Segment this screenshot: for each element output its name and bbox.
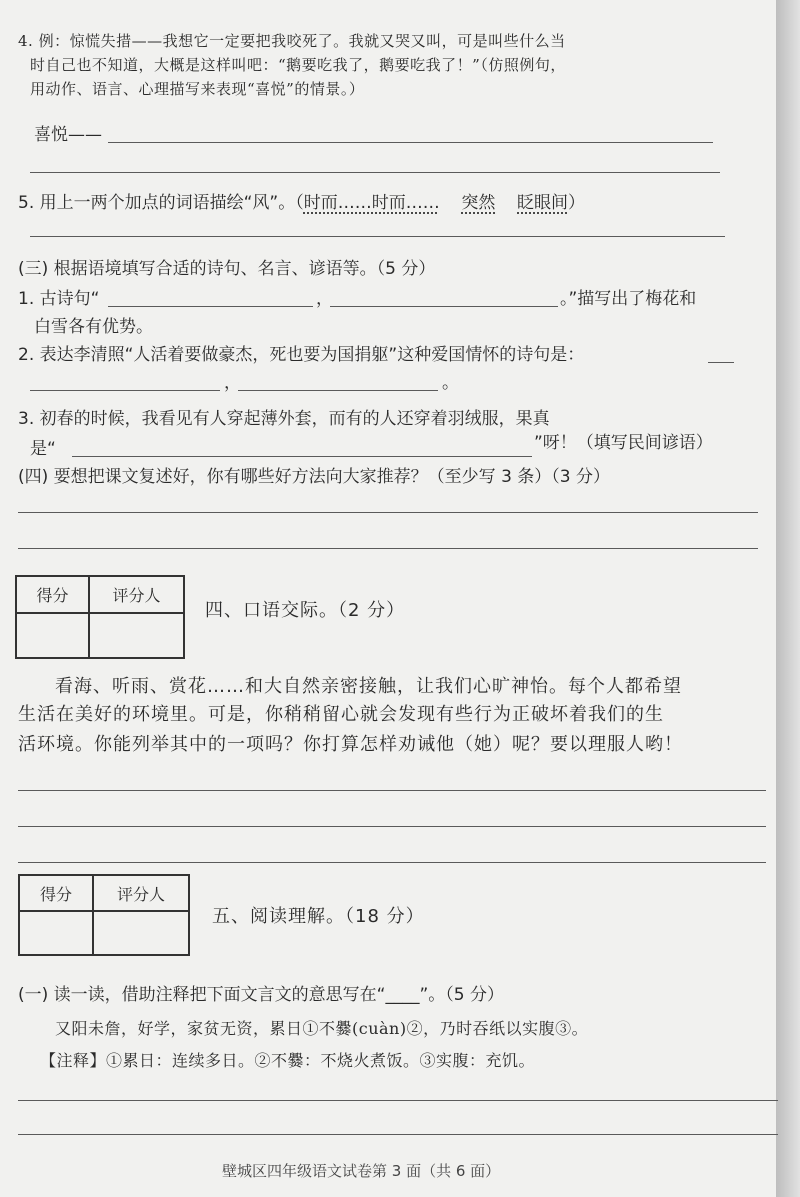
oral-para-3: 活环境。你能列举其中的一项吗？你打算怎样劝诫他（她）呢？要以理服人哟！ <box>18 734 683 755</box>
q4-label: 喜悦—— <box>34 125 102 145</box>
s3-q3-text: 3. 初春的时候，我看见有人穿起薄外套，而有的人还穿着羽绒服，果真 <box>18 409 550 429</box>
s3-q3-blank[interactable] <box>72 456 532 457</box>
q5-word-1: 时而……时而…… <box>303 193 440 213</box>
oral-para-2: 生活在美好的环境里。可是，你稍稍留心就会发现有些行为正破坏着我们的生 <box>18 704 664 725</box>
q4-line-3: 用动作、语言、心理描写来表现“喜悦”的情景。） <box>30 80 365 98</box>
q4-answer-line-1[interactable] <box>108 142 713 143</box>
q5-answer-line[interactable] <box>30 236 725 237</box>
oral-answer-line-3[interactable] <box>18 862 766 863</box>
score-cell[interactable] <box>16 613 89 658</box>
section-3-heading: (三) 根据语境填写合适的诗句、名言、谚语等。（5 分） <box>18 259 436 279</box>
s3-q1-blank-1[interactable] <box>108 306 313 307</box>
q5-close: ） <box>568 193 585 213</box>
grader-label: 评分人 <box>93 875 189 911</box>
grader-cell[interactable] <box>93 911 189 955</box>
q5-word-2: 突然 <box>461 193 496 213</box>
grader-cell[interactable] <box>89 613 184 658</box>
q4-line-1: 4. 例：惊慌失措——我想它一定要把我咬死了。我就又哭又叫，可是叫些什么当 <box>18 32 566 50</box>
oral-para-1: 看海、听雨、赏花……和大自然亲密接触，让我们心旷神怡。每个人都希望 <box>55 676 682 697</box>
q5-word-3: 眨眼间 <box>517 193 568 213</box>
score-label: 得分 <box>19 875 93 911</box>
oral-heading: 四、口语交际。（2 分） <box>205 600 406 621</box>
s3-q1-end: 。”描写出了梅花和 <box>560 289 697 309</box>
oral-answer-line-1[interactable] <box>18 790 766 791</box>
q5-text: 5. 用上一两个加点的词语描绘“风”。（ <box>18 193 304 213</box>
s4-answer-line-1[interactable] <box>18 512 758 513</box>
s3-q2-blank-1[interactable] <box>30 390 220 391</box>
score-box-reading <box>18 874 190 956</box>
s3-q3-end: ”呀！（填写民间谚语） <box>534 433 713 453</box>
score-box-oral <box>15 575 185 659</box>
s3-q1-start: 1. 古诗句“ <box>18 289 100 309</box>
reading-sub-heading: (一) 读一读，借助注释把下面文言文的意思写在“____”。（5 分） <box>18 985 505 1005</box>
page-edge-shadow <box>776 0 800 1197</box>
page-footer: 壁城区四年级语文试卷第 3 面（共 6 面） <box>222 1162 501 1180</box>
s3-q1-blank-2[interactable] <box>330 306 558 307</box>
s4-answer-line-2[interactable] <box>18 548 758 549</box>
oral-answer-line-2[interactable] <box>18 826 766 827</box>
s3-q3-start: 是“ <box>30 439 56 459</box>
classical-notes: 【注释】①累日：连续多日。②不爨：不烧火煮饭。③实腹：充饥。 <box>40 1051 536 1070</box>
s3-q2-blank-start[interactable] <box>708 362 734 363</box>
score-cell[interactable] <box>19 911 93 955</box>
s3-q1-comma: ， <box>316 289 333 309</box>
reading-heading: 五、阅读理解。（18 分） <box>212 906 425 927</box>
s3-q1-cont: 白雪各有优势。 <box>34 317 153 337</box>
classical-text: 又阳未詹，好学，家贫无资，累日①不爨(cuàn)②，乃时吞纸以实腹③。 <box>55 1019 589 1038</box>
q5-prompt <box>18 192 585 214</box>
s3-q2-blank-2[interactable] <box>238 390 438 391</box>
score-label: 得分 <box>16 576 89 613</box>
grader-label: 评分人 <box>89 576 184 613</box>
s3-q2-end: 。 <box>442 373 459 393</box>
reading-answer-line-2[interactable] <box>18 1134 778 1135</box>
s3-q2-comma: ， <box>224 373 241 393</box>
q4-answer-line-2[interactable] <box>30 172 720 173</box>
reading-answer-line-1[interactable] <box>18 1100 778 1101</box>
section-4-heading: (四) 要想把课文复述好，你有哪些好方法向大家推荐？（至少写 3 条）（3 分） <box>18 467 611 487</box>
q4-line-2: 时自己也不知道，大概是这样叫吧：“鹅要吃我了，鹅要吃我了！”（仿照例句， <box>30 56 566 74</box>
s3-q2-text: 2. 表达李清照“人活着要做豪杰，死也要为国捐躯”这种爱国情怀的诗句是： <box>18 345 585 365</box>
